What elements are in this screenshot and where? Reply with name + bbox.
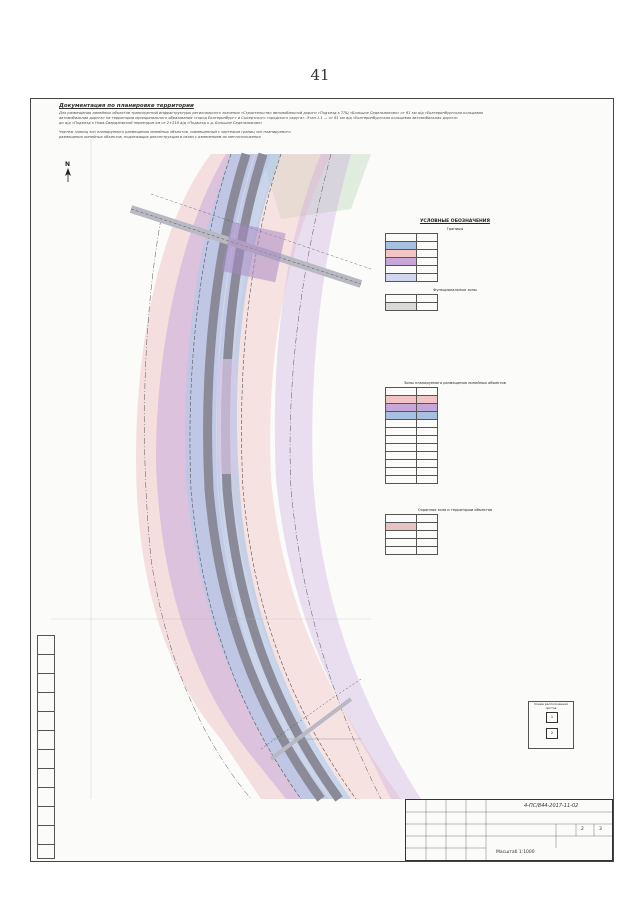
legend-title: УСЛОВНЫЕ ОБОЗНАЧЕНИЯ <box>419 219 491 224</box>
legend-table-objects <box>385 387 525 484</box>
page-number: 41 <box>310 66 330 84</box>
scheme-cell-1: 1 <box>546 712 558 723</box>
scale-label: Масштаб 1:1000 <box>496 850 535 855</box>
header-line-2: автомобильная дорога» на территории муниципального образования «город Екатеринбург» и Сысертского городского округа». Этап 1.1 — от 61 км а/д «Екатеринбургская кольцевая автомобильная дорога» <box>59 116 459 120</box>
legend-section-objects: Зоны планируемого размещения линейных объектов <box>404 381 506 385</box>
title-block <box>405 799 613 861</box>
north-arrow <box>65 161 71 182</box>
scheme-cell-2: 2 <box>546 728 558 739</box>
legend-table-protection <box>385 514 525 555</box>
sheet-layout-scheme <box>528 701 574 749</box>
legend-section-borders: Границы <box>446 227 464 231</box>
north-arrow-icon <box>65 168 71 182</box>
scheme-label: Схема расположения листов <box>534 702 568 710</box>
header-line-3: до а/д «Подъезд к Нова-Свердловской переездом км от 2+218 а/д «Подъезд к д. Большое Седельниково» <box>59 121 263 125</box>
legend <box>385 219 525 555</box>
header-title: Документация по планировке территории <box>59 103 194 109</box>
road-plan-map <box>31 99 613 861</box>
north-label: N <box>65 161 71 168</box>
header-line-1: Для размещения линейных объектов транспортной инфраструктуры регионального значения «Строительство автомобильной дороги «Подъезд к ТЛЦ «Большое Седельниково» от 61 км а/д «Екатеринбургская кольцевая <box>59 111 483 115</box>
legend-table-zones <box>385 294 525 311</box>
legend-section-protection: Охранная зона и территории объектов <box>417 508 493 512</box>
drawing-code: 4-ПС/844-2017-11-02 <box>524 803 579 809</box>
legend-table-borders <box>385 233 525 282</box>
drawing-sheet <box>30 98 614 862</box>
sheet-number: 2 <box>581 827 584 832</box>
drawing-title-2: размещения линейных объектов, подлежащих реконструкции в связи с изменением их местоположения <box>59 135 261 139</box>
left-margin-stamp <box>37 635 55 859</box>
sheet-count: 3 <box>599 827 602 832</box>
legend-section-zones: Функциональные зоны <box>433 288 477 292</box>
drawing-title: Чертеж границ зон планируемого размещения линейных объектов, совмещенный с чертежом границ зон планируемого <box>59 130 291 134</box>
